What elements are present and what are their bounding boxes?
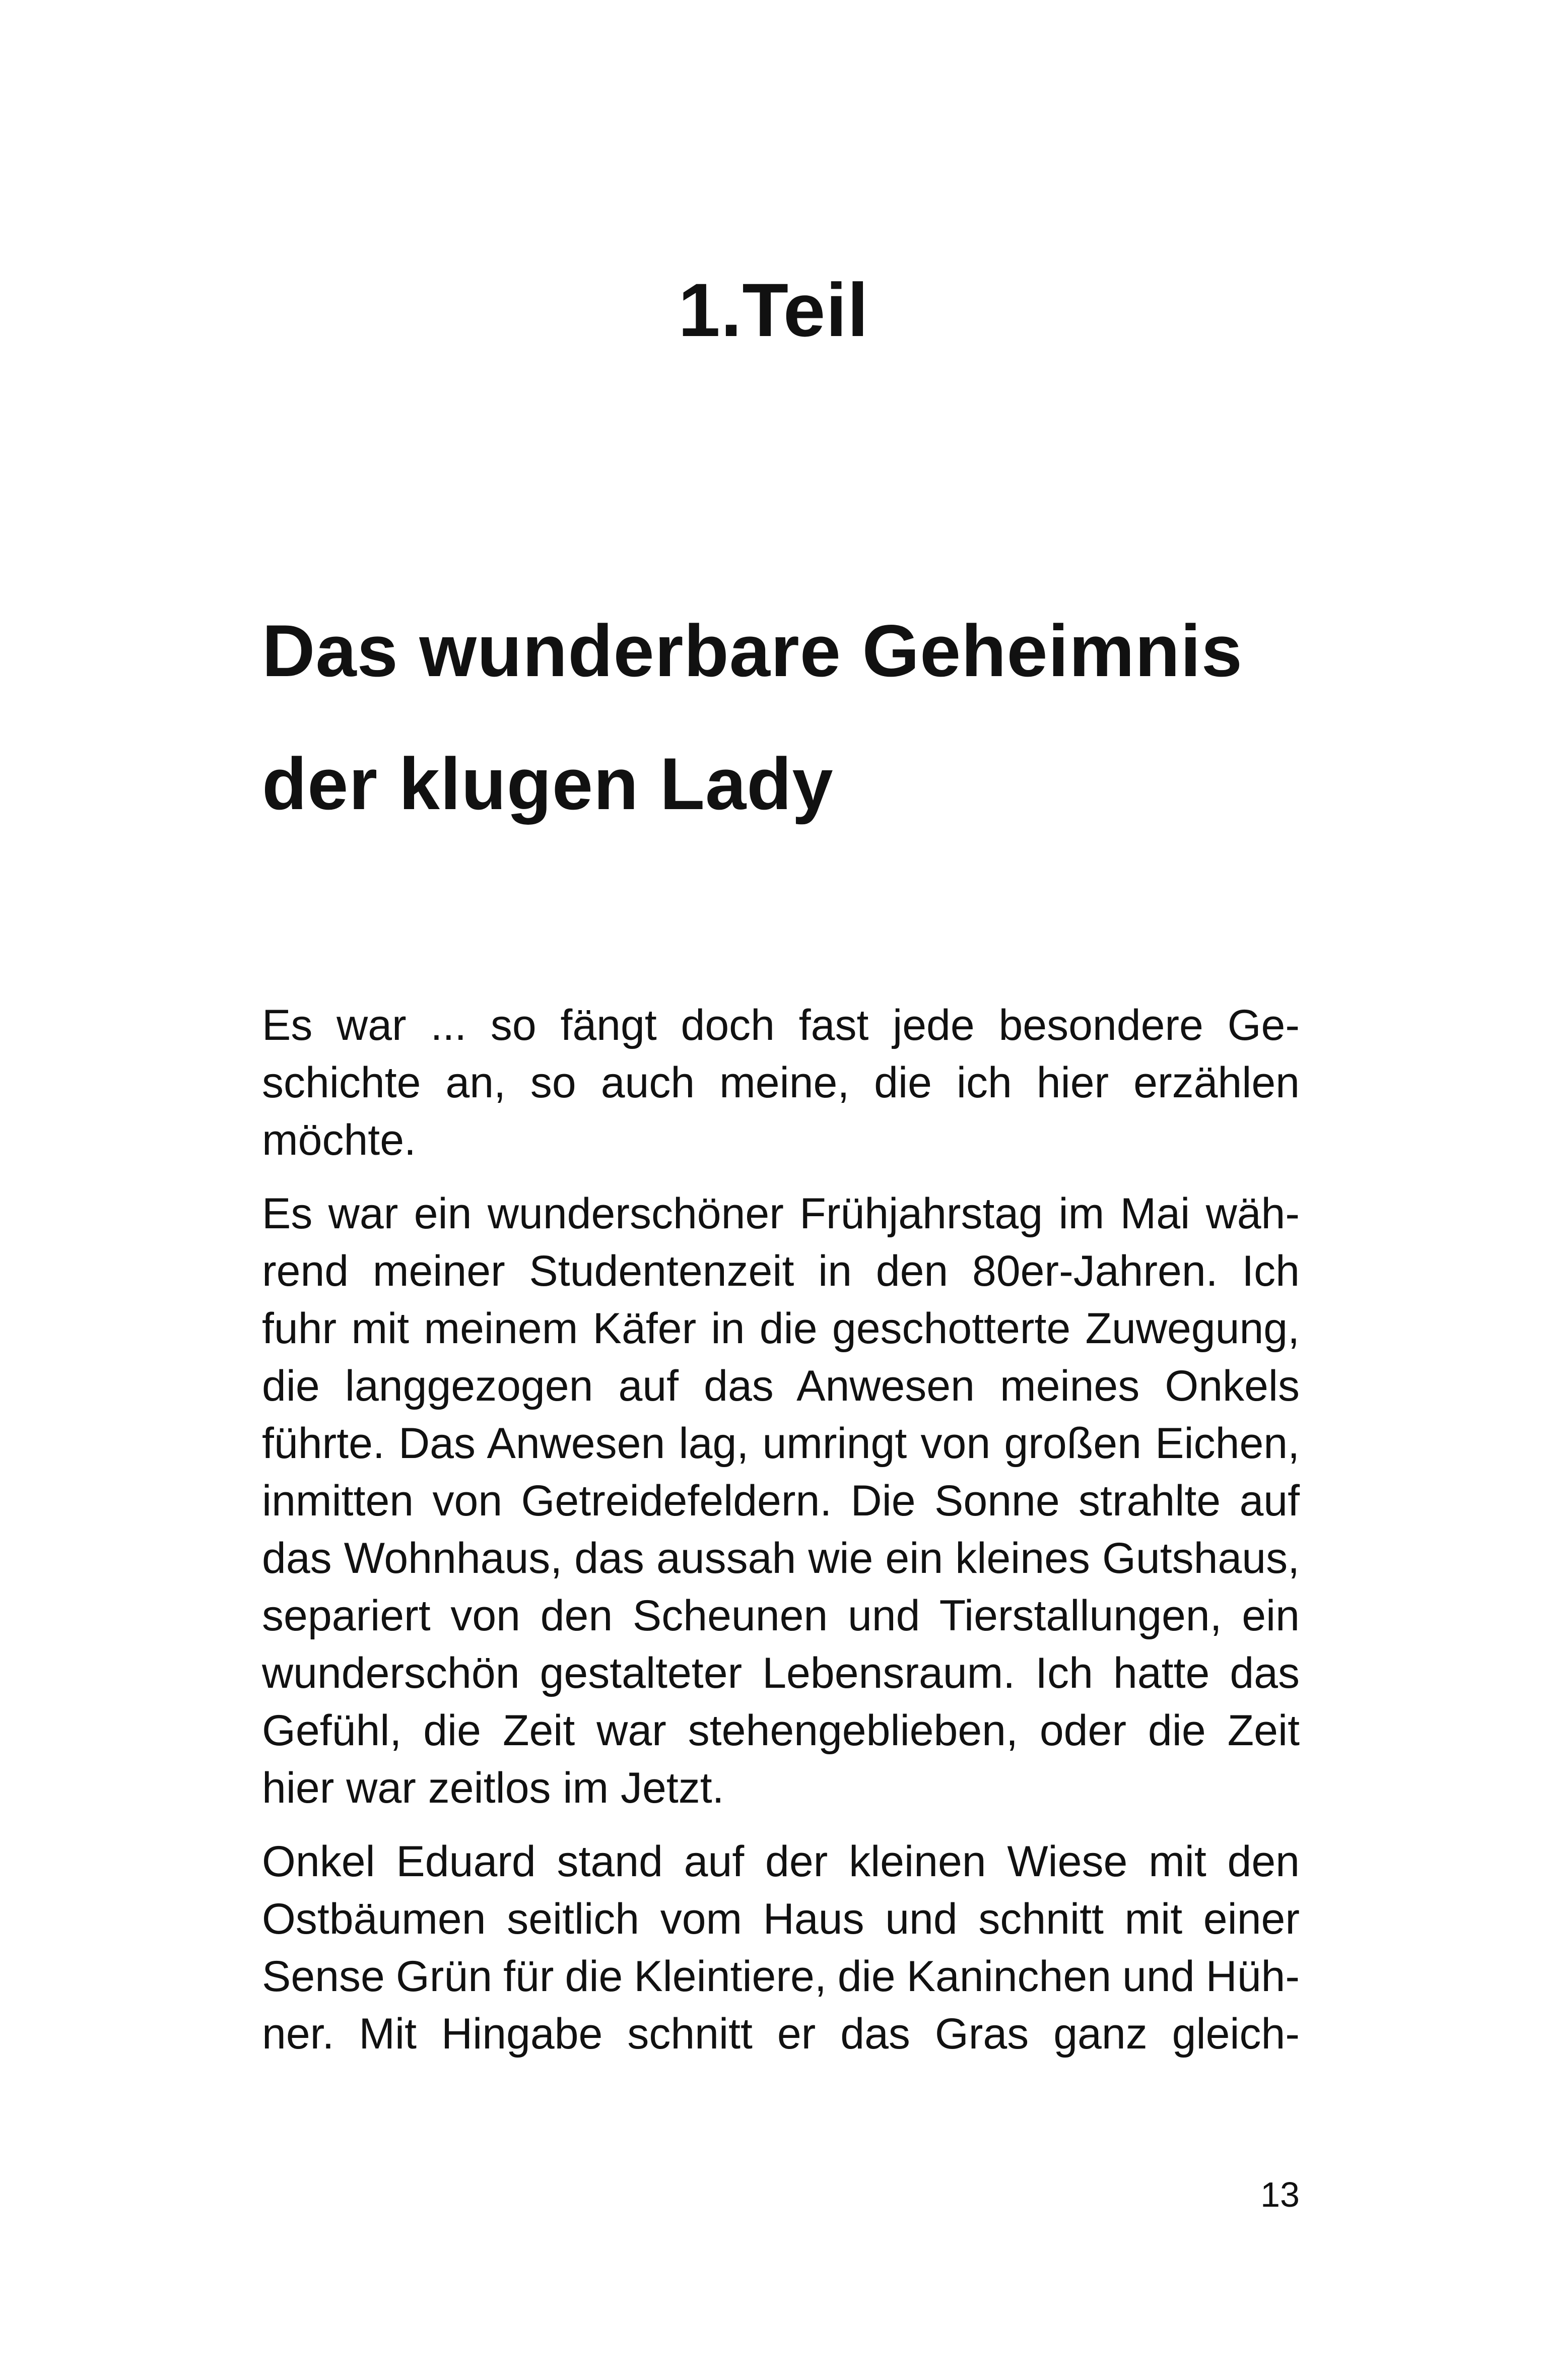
text-line: hier war zeitlos im Jetzt. bbox=[262, 1764, 724, 1812]
page-number: 13 bbox=[1260, 2175, 1300, 2214]
text-line: die langgezogen auf das Anwesen meines Onkels bbox=[262, 1362, 1300, 1410]
text-line: Sense Grün für die Kleintiere, die Kaninchen und Hüh- bbox=[262, 1952, 1300, 2001]
chapter-title-line: Das wunderbare Geheimnis bbox=[262, 610, 1243, 692]
text-line: Es war ... so fängt doch fast jede besondere Ge- bbox=[262, 1001, 1300, 1049]
text-line: inmitten von Getreidefeldern. Die Sonne strahlte auf bbox=[262, 1477, 1300, 1525]
paragraph-2 bbox=[262, 1185, 1300, 1817]
text-line: Gefühl, die Zeit war stehengeblieben, oder die Zeit bbox=[262, 1706, 1300, 1755]
part-heading: 1.Teil bbox=[678, 268, 869, 352]
text-line: schichte an, so auch meine, die ich hier erzählen bbox=[262, 1059, 1300, 1107]
text-line: fuhr mit meinem Käfer in die geschotterte Zuwegung, bbox=[262, 1304, 1300, 1353]
paragraph-3 bbox=[262, 1833, 1300, 2063]
text-line: ner. Mit Hingabe schnitt er das Gras ganz gleich- bbox=[262, 2010, 1300, 2058]
chapter-title-line: der klugen Lady bbox=[262, 743, 834, 825]
chapter-title bbox=[262, 584, 1350, 850]
text-line: möchte. bbox=[262, 1116, 416, 1164]
text-line: separiert von den Scheunen und Tierstallungen, ein bbox=[262, 1592, 1300, 1640]
text-line: Es war ein wunderschöner Frühjahrstag im Mai wäh- bbox=[262, 1189, 1300, 1238]
text-line: Ostbäumen seitlich vom Haus und schnitt mit einer bbox=[262, 1895, 1300, 1943]
text-line: Onkel Eduard stand auf der kleinen Wiese mit den bbox=[262, 1837, 1300, 1886]
text-line: führte. Das Anwesen lag, umringt von großen Eichen, bbox=[262, 1419, 1300, 1468]
paragraph-1 bbox=[262, 997, 1300, 1169]
text-line: das Wohnhaus, das aussah wie ein kleines Gutshaus, bbox=[262, 1534, 1300, 1582]
text-line: wunderschön gestalteter Lebensraum. Ich hatte das bbox=[262, 1649, 1300, 1697]
body-text bbox=[262, 997, 1300, 2079]
text-line: rend meiner Studentenzeit in den 80er-Jahren. Ich bbox=[262, 1247, 1300, 1295]
